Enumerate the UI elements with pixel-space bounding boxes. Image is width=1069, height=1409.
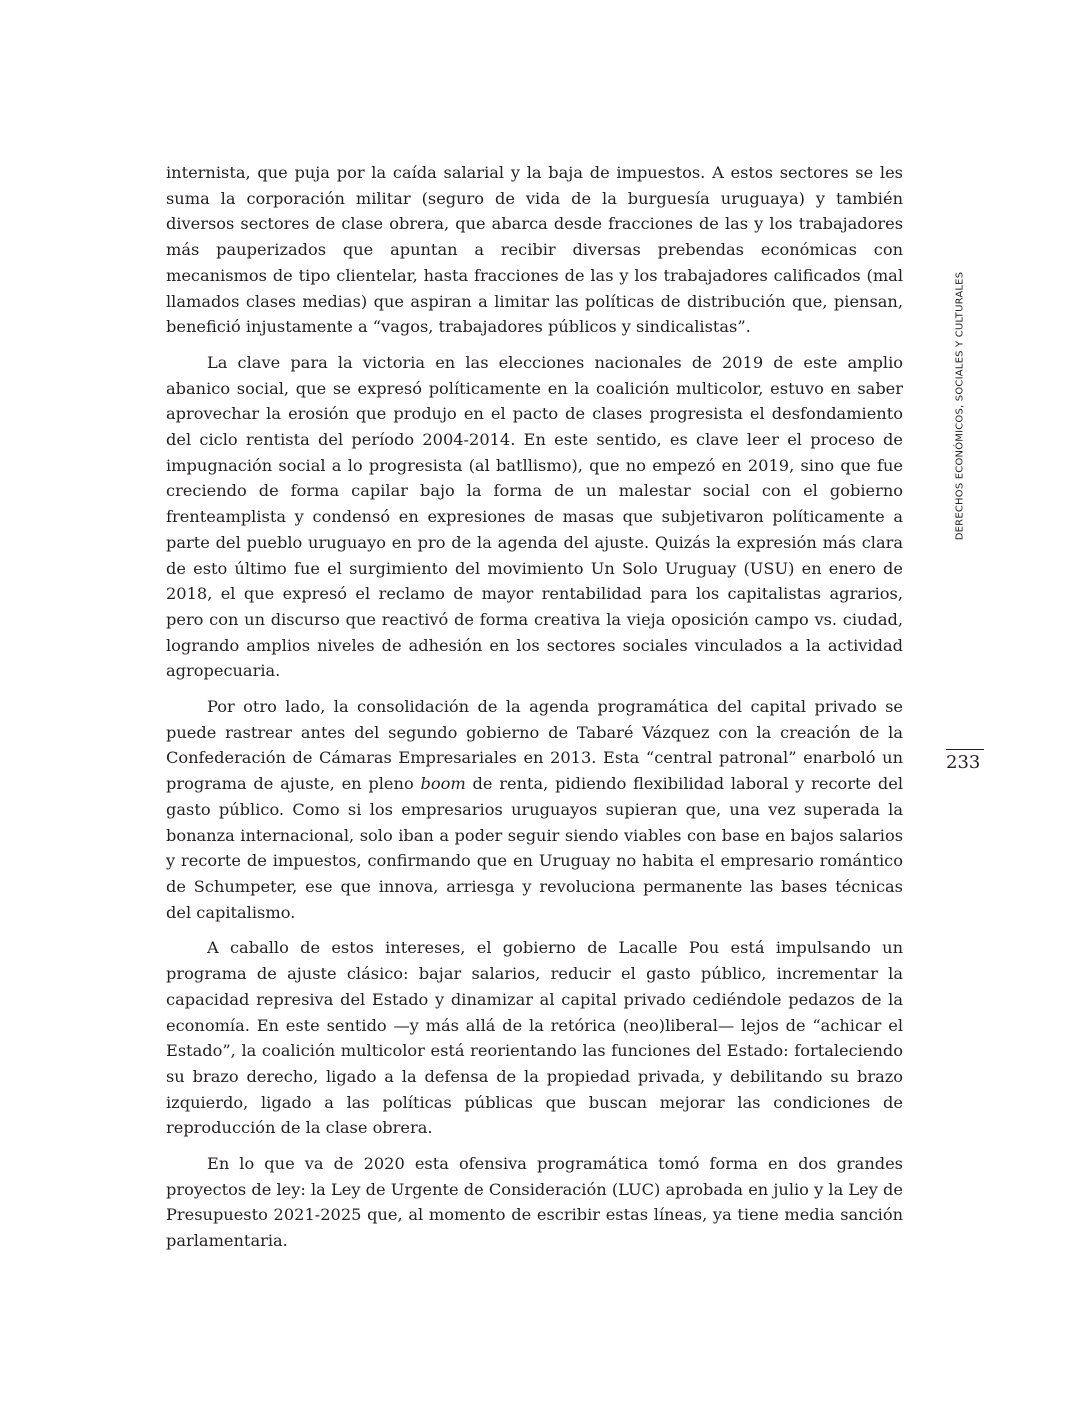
paragraph-3-italic-term: boom	[420, 774, 466, 794]
paragraph-1: internista, que puja por la caída salarial y la baja de impuestos. A estos sectores se les suma la corporación militar (seguro de vida de la burguesía uruguaya) y también diversos sectores de clase obrera, que abarca desde fracciones de las y los trabajadores más pauperizados que apuntan a recibir diversas prebendas económicas con mecanismos de tipo clientelar, hasta fracciones de las y los trabajadores calificados (mal llamados clases medias) que aspiran a limitar las políticas de distribución que, piensan, benefició injustamente a “vagos, trabajadores públicos y sindicalistas”.	[166, 163, 903, 337]
paragraph-4: A caballo de estos intereses, el gobierno de Lacalle Pou está impulsando un programa de ajuste clásico: bajar salarios, reducir el gasto público, incrementar la capacidad represiva del Estado y dinamizar al capital privado cediéndole pedazos de la economía. En este sentido —y más allá de la retórica (neo)liberal— lejos de “achicar el Estado”, la coalición multicolor está reorientando las funciones del Estado: fortaleciendo su brazo derecho, ligado a la defensa de la propiedad privada, y debilitando su brazo izquierdo, ligado a las políticas públicas que buscan mejorar las condiciones de reproducción de la clase obrera.	[166, 938, 903, 1138]
paragraph-3	[166, 694, 903, 925]
body-text	[166, 160, 903, 1264]
paragraph-5: En lo que va de 2020 esta ofensiva programática tomó forma en dos grandes proyectos de ley: la Ley de Urgente de Consideración (LUC) aprobada en julio y la Ley de Presupuesto 2021-2025 que, al momento de escribir estas líneas, ya tiene media sanción parlamentaria.	[166, 1154, 903, 1251]
page-number: 233	[946, 752, 981, 773]
running-section-label	[948, 248, 972, 564]
paragraph-3-part-1: Por otro lado, la consolidación de la agenda programática del capital privado se puede rastrear antes del segundo gobierno de Tabaré Vázquez con la creación de la Confederación de Cámaras Empresariales en 2013. Esta “central patronal” enarboló un programa de ajuste, en pleno	[166, 697, 903, 794]
paragraph-2: La clave para la victoria en las elecciones nacionales de 2019 de este amplio abanico social, que se expresó políticamente en la coalición multicolor, estuvo en saber aprovechar la erosión que produjo en el pacto de clases progresista el desfondamiento del ciclo rentista del período 2004-2014. En este sentido, es clave leer el proceso de impugnación social a lo progresista (al batllismo), que no empezó en 2019, sino que fue creciendo de forma capilar bajo la forma de un malestar social con el gobierno frenteamplista y condensó en expresiones de masas que subjetivaron políticamente a parte del pueblo uruguayo en pro de la agenda del ajuste. Quizás la expresión más clara de esto último fue el surgimiento del movimiento Un Solo Uruguay (USU) en enero de 2018, el que expresó el reclamo de mayor rentabilidad para los capitalistas agrarios, pero con un discurso que reactivó de forma creativa la vieja oposición campo vs. ciudad, logrando amplios niveles de adhesión en los sectores sociales vinculados a la actividad agropecuaria.	[166, 352, 903, 681]
page-number-rule	[946, 749, 984, 750]
paragraph-3-part-2: de renta, pidiendo flexibilidad laboral y recorte del gasto público. Como si los empresarios uruguayos supieran que, una vez superada la bonanza internacional, solo iban a poder seguir siendo viables con base en bajos salarios y recorte de impuestos, confirmando que en Uruguay no habita el empresario romántico de Schumpeter, ese que innova, arriesga y revoluciona permanente las bases técnicas del capitalismo.	[166, 774, 904, 922]
running-section-label-text: DERECHOS ECONÓMICOS, SOCIALES Y CULTURALES	[954, 271, 966, 541]
